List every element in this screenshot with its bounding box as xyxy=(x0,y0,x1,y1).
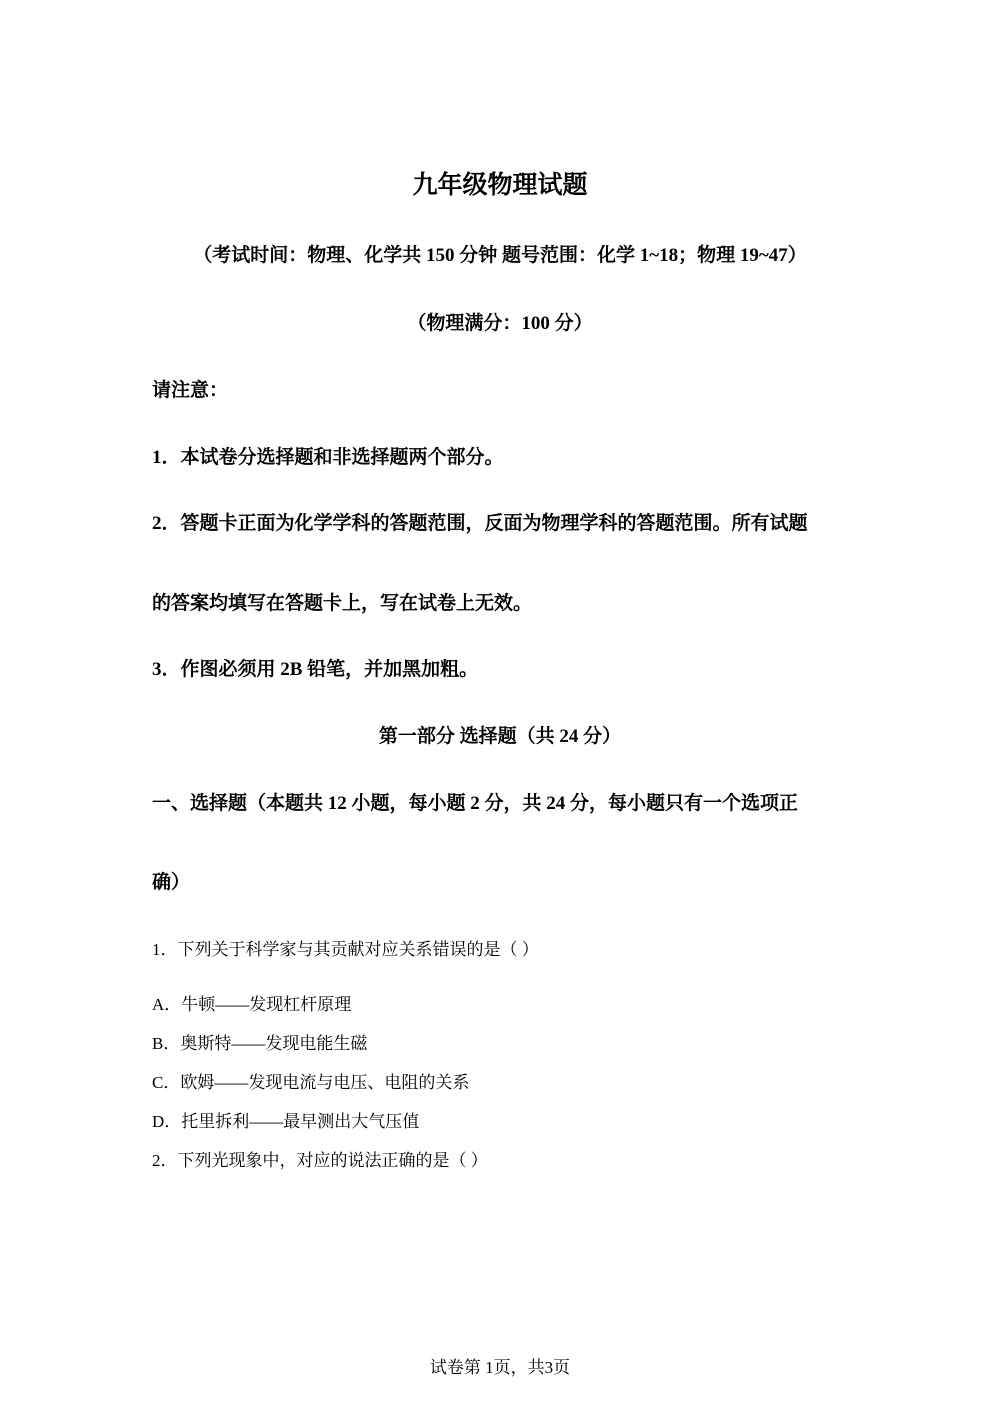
section-heading-continued: 确） xyxy=(152,872,191,893)
question-2-stem: 2．下列光现象中，对应的说法正确的是（ ） xyxy=(152,1151,488,1170)
notice-item-2-continued: 的答案均填写在答题卡上，写在试卷上无效。 xyxy=(152,593,533,614)
notice-item-3: 3．作图必须用 2B 铅笔，并加黑加粗。 xyxy=(152,659,479,680)
notice-item-1: 1．本试卷分选择题和非选择题两个部分。 xyxy=(152,447,504,468)
notice-heading: 请注意： xyxy=(152,380,229,401)
part-heading: 第一部分 选择题（共 24 分） xyxy=(378,726,622,747)
question-1-option-a: A．牛顿——发现杠杆原理 xyxy=(152,995,352,1014)
question-1-option-d: D．托里拆利——最早测出大气压值 xyxy=(152,1112,420,1131)
question-1-option-c: C．欧姆——发现电流与电压、电阻的关系 xyxy=(152,1073,470,1092)
exam-subtitle: （考试时间：物理、化学共 150 分钟 题号范围：化学 1~18；物理 19~47） xyxy=(193,245,807,266)
question-1-option-b: B．奥斯特——发现电能生磁 xyxy=(152,1034,368,1053)
notice-item-2: 2．答题卡正面为化学学科的答题范围，反面为物理学科的答题范围。所有试题 xyxy=(152,513,808,534)
question-1-stem: 1．下列关于科学家与其贡献对应关系错误的是（ ） xyxy=(152,940,539,959)
section-heading: 一、选择题（本题共 12 小题，每小题 2 分，共 24 分，每小题只有一个选项正 xyxy=(152,793,799,814)
page-title: 九年级物理试题 xyxy=(412,172,588,199)
full-score: （物理满分：100 分） xyxy=(407,313,593,334)
page-footer: 试卷第 1页，共3页 xyxy=(429,1358,571,1377)
